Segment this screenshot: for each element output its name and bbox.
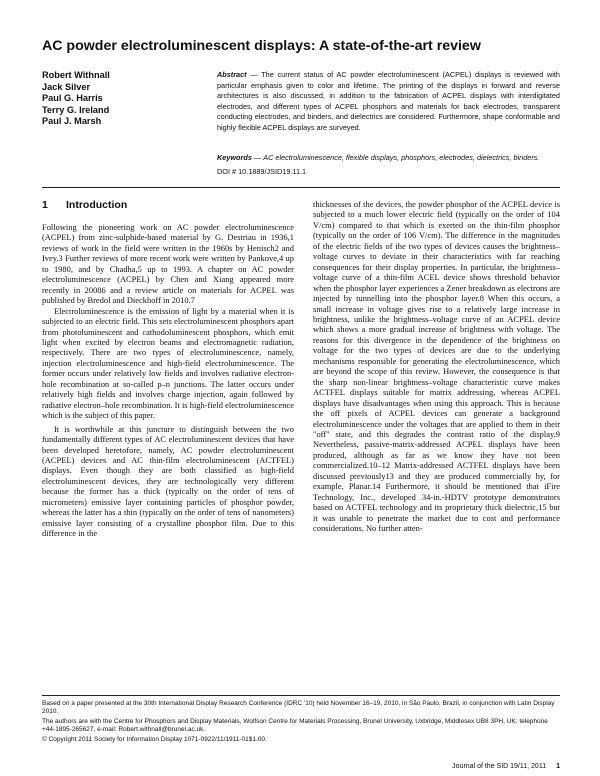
author-name: Paul J. Marsh (42, 116, 102, 127)
keywords-label: Keywords (217, 153, 252, 162)
abstract-text: The current status of AC powder electroluminescent (ACPEL) displays is reviewed with particular emphasis given to color and lifetime. The printing of the displays in forward and reverse architectures is also discussed, in addition to the fabrication of ACPEL displays with interdigitated electrodes, and different types of ACPEL phosphors and materials for back electrodes, transparent conducting electrodes, and binders, and dielectrics are considered. Furthermore, shape conformable and highly flexible ACPEL displays are surveyed. (217, 70, 560, 132)
body-paragraph: Following the pioneering work on AC powder electroluminescence (ACPEL) from zinc-sulphide-based material by G. Destriau in 1936,1 reviews of work in the field were written in the 1960s by Henisch2 and Ivey.3 Further reviews of more recent work were written by Pankove,4 up to 1980, and by Chadha,5 up to 1993. A chapter on AC powder electroluminescence (ACPEL) by Chen and Xiang appeared more recently in 20086 and a review article on materials for ACPEL was published by Bredol and Dieckhoff in 2010.7 (42, 222, 294, 306)
author-list (42, 70, 212, 128)
section-number: 1 (42, 199, 48, 211)
section-title: Introduction (66, 199, 128, 211)
footnote: Based on a paper presented at the 30th International Display Research Conference (IDRC '10) held November 16–19, 2010, in São Paulo, Brazil, in conjunction with Latin Display 2010. (42, 700, 555, 716)
abstract: Abstract — The current status of AC powder electroluminescent (ACPEL) displays is reviewed with particular emphasis given to color and lifetime. The printing of the displays in forward and reverse architectures is also discussed, in addition to the fabrication of ACPEL displays with interdigitated electrodes, and different types of ACPEL phosphors and materials for back electrodes, transparent conducting electrodes, and binders, and dielectrics are considered. Furthermore, shape conformable and highly flexible ACPEL displays are surveyed. (217, 70, 560, 132)
footnote-divider (42, 695, 560, 696)
header-divider (42, 187, 560, 188)
author-name: Paul G. Harris (42, 93, 103, 104)
keywords: Keywords — AC electroluminescence, flexible displays, phosphors, electrodes, dielectrics, binders. (217, 153, 540, 162)
keywords-text: AC electroluminescence, flexible displays, phosphors, electrodes, dielectrics, binders. (263, 153, 540, 162)
body-paragraph: It is worthwhile at this juncture to distinguish between the two fundamentally different types of AC electroluminescent devices that have been developed heretofore, namely, AC powder electroluminescent (ACPEL) devices and AC thin-film electroluminescent (ACTFEL) displays. Even though they are both classified as high-field electroluminescent devices, they are technologically very different because the former has a thick (typically on the order of tens of micrometers) emissive layer containing particles of phosphor powder, whereas the latter has a thin (typically on the order of tens of nanometers) emissive layer consisting of a crystalline phosphor film. Due to this difference in the (42, 423, 294, 539)
footnote: © Copyright 2011 Society for Information Display 1071-0922/11/1911-01$1.00. (42, 736, 267, 744)
page-footer (452, 763, 560, 770)
abstract-label: Abstract (217, 70, 247, 79)
footnotes (42, 700, 560, 746)
right-column (313, 199, 560, 534)
left-column (42, 222, 294, 539)
author-name: Terry G. Ireland (42, 104, 110, 115)
author-name: Jack Silver (42, 81, 91, 92)
journal-info: Journal of the SID 19/11, 2011 (452, 763, 547, 770)
section-heading (42, 199, 127, 211)
body-paragraph: Electroluminescence is the emission of light by a material when it is subjected to an electric field. This sets electroluminescent phosphors apart from photoluminescent and cathodoluminescent phosphors, which emit light when excited by electron beams and electromagnetic radiation, respectively. There are two types of electroluminescence, namely, injection electroluminescence and high-field electroluminescence. The former occurs under relatively low fields and involves radiative electron-hole recombination at so-called p–n junctions. The latter occurs under relatively high fields and involves charge injection, again followed by radiative electron–hole recombination. It is high-field electroluminescence which is the subject of this paper. (42, 305, 294, 421)
author-name: Robert Withnall (42, 70, 110, 80)
body-paragraph: thicknesses of the devices, the powder phosphor of the ACPEL device is subjected to a much lower electric field (typically on the order of 104 V/cm) compared to that which is exerted on the thin-film phosphor (typically on the order of 106 V/cm). The difference in the magnitudes of the electric fields of the two types of devices causes the brightness–voltage curves to deviate in their characteristics with far reaching consequences for their display properties. In particular, the brightness–voltage curve of a thin-film ACEL device shows threshold behavior when the phosphor layer experiences a Zener breakdown as electrons are injected by tunnelling into the phosphor layer.8 When this occurs, a small increase in voltage gives rise to a relatively large increase in brightness, unlike the brightness–voltage curve of an ACPEL device which shows a more gradual increase of brightness with voltage. The reasons for this divergence in the dependence of the brightness on voltage for the two types of devices are due to the underlying mechanisms responsible for generating the electroluminescence, which are beyond the scope of this review. However, the consequence is that the sharp non-linear brightness–voltage characteristic curve makes ACTFEL displays suitable for matrix addressing, whereas ACPEL displays have disadvantages when using this approach. This is because the off pixels of ACPEL devices can generate a background electroluminescence under the voltages that are applied to them in their "off" state, and this degrades the contrast ratio of the display.9 Nevertheless, passive-matrix-addressed ACPEL displays have been produced, although as far as we know they have not been commercialized.10–12 Matrix-addressed ACTFEL displays have been discussed previously13 and they are produced commercially by, for example, Planar.14 Furthermore, it should be mentioned that iFire Technology, Inc., developed 34-in.-HDTV prototype demonstrators based on ACTFEL technology and its proprietary thick dielectric,15 but it was unable to penetrate the market due to cost and performance considerations. No further atten- (313, 199, 560, 534)
footnote: The authors are with the Centre for Phosphors and Display Materials, Wolfson Centre for Materials Processing, Brunel University, Uxbridge, Middlesex UB8 3PH, UK; telephone +44-1895-265627, e-mail: Robert.withnall@brunel.ac.uk. (42, 718, 548, 734)
page-number: 1 (556, 763, 560, 770)
doi: DOI # 10.1889/JSID19.11.1 (217, 167, 307, 176)
paper-title: AC powder electroluminescent displays: A state-of-the-art review (42, 38, 481, 54)
